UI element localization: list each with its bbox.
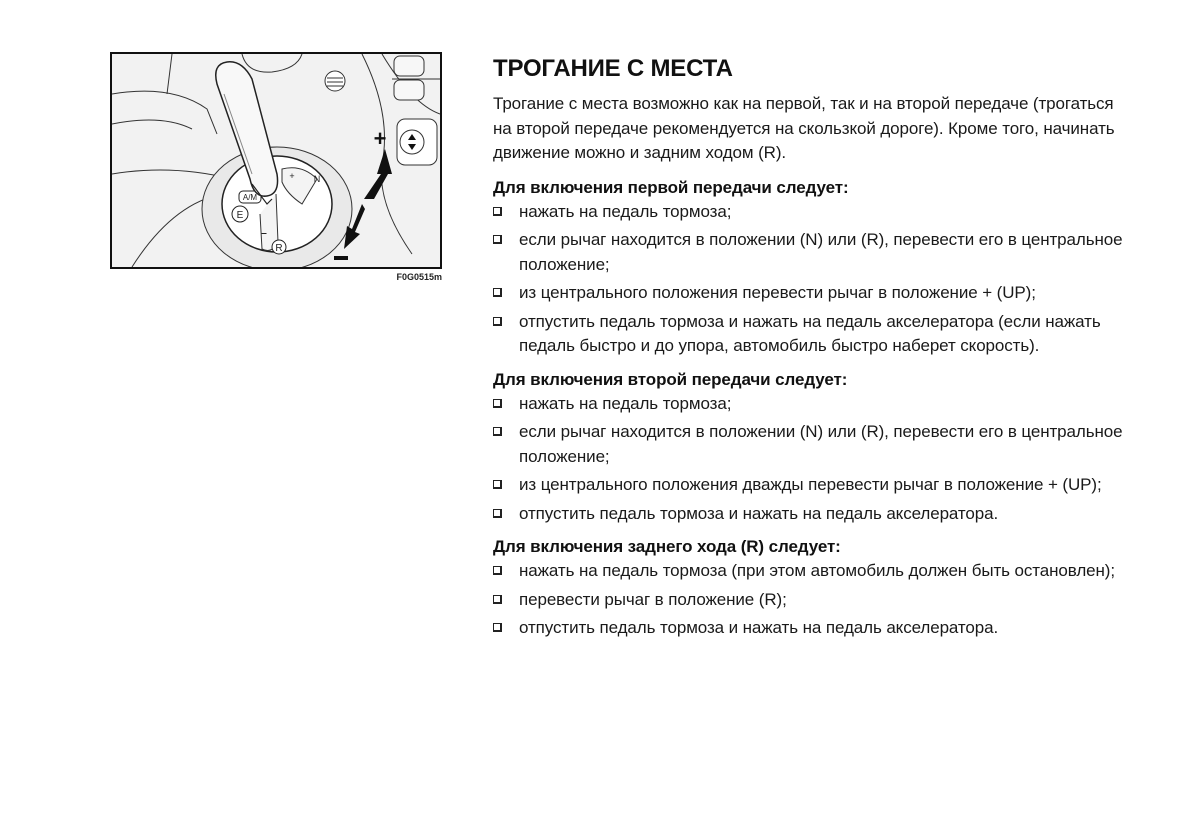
checkbox-bullet-icon: [493, 235, 502, 244]
checkbox-bullet-icon: [493, 566, 502, 575]
page-title: ТРОГАНИЕ С МЕСТА: [493, 55, 733, 82]
list-item: [493, 420, 1123, 469]
list-item: [493, 473, 1123, 498]
gear-label-am: A/M: [242, 193, 258, 202]
plus-label: +: [373, 126, 387, 151]
list-item: [493, 588, 1123, 613]
step-text: нажать на педаль тормоза;: [519, 393, 732, 413]
minus-label: [334, 256, 348, 260]
checkbox-bullet-icon: [493, 509, 502, 518]
subsection-reverse-gear: [493, 534, 1123, 641]
list-item: [493, 559, 1123, 584]
subsection-title: Для включения заднего хода (R) следует:: [493, 537, 841, 556]
step-text: нажать на педаль тормоза;: [519, 201, 732, 221]
document-content: [493, 56, 1123, 649]
gear-label-e: E: [236, 210, 244, 221]
subsection-title: Для включения второй передачи следует:: [493, 369, 848, 389]
step-text: если рычаг находится в положении (N) или (R), перевести его в центральное положение;: [519, 230, 1123, 274]
checkbox-bullet-icon: [493, 207, 502, 216]
list-item: [493, 200, 1123, 225]
checkbox-bullet-icon: [493, 623, 502, 632]
step-text: отпустить педаль тормоза и нажать на педаль акселератора.: [519, 503, 999, 523]
gear-label-n: N: [313, 174, 321, 184]
list-item: [493, 616, 1123, 641]
steps-list: [493, 200, 1123, 359]
step-text: из центрального положения перевести рычаг в положение + (UP);: [519, 283, 1036, 302]
subsection-first-gear: [493, 175, 1123, 359]
step-text: нажать на педаль тормоза (при этом автомобиль должен быть остановлен);: [519, 561, 1115, 580]
checkbox-bullet-icon: [493, 595, 502, 604]
step-text: отпустить педаль тормоза и нажать на педаль акселератора.: [519, 618, 999, 637]
list-item: [493, 502, 1123, 527]
checkbox-bullet-icon: [493, 427, 502, 436]
step-text: перевести рычаг в положение (R);: [519, 589, 787, 609]
step-text: из центрального положения дважды перевести рычаг в положение + (UP);: [519, 475, 1102, 494]
intro-paragraph: Трогание с места возможно как на первой, так и на второй передаче (трогаться на второй передаче рекомендуется на скользкой дороге). Кроме того, начинать движение можно и задним ходом (R).: [493, 94, 1115, 162]
gear-label-r: R: [275, 243, 283, 254]
steps-list: [493, 559, 1123, 641]
gear-label-minus: –: [261, 228, 267, 239]
gear-lever-illustration: [110, 52, 442, 269]
gear-label-plus: +: [289, 171, 295, 181]
gear-lever-drawing: [112, 54, 440, 267]
list-item: [493, 310, 1123, 359]
step-text: если рычаг находится в положении (N) или (R), перевести его в центральное положение;: [519, 422, 1123, 466]
subsection-second-gear: [493, 367, 1123, 527]
steps-list: [493, 392, 1123, 527]
checkbox-bullet-icon: [493, 288, 502, 297]
checkbox-bullet-icon: [493, 317, 502, 326]
checkbox-bullet-icon: [493, 480, 502, 489]
figure-code: F0G0515m: [396, 272, 442, 282]
checkbox-bullet-icon: [493, 399, 502, 408]
subsection-title: Для включения первой передачи следует:: [493, 177, 849, 197]
list-item: [493, 392, 1123, 417]
list-item: [493, 281, 1123, 306]
step-text: отпустить педаль тормоза и нажать на педаль акселератора (если нажать педаль быстро и до упора, автомобиль быстро наберет скорость).: [519, 311, 1101, 355]
list-item: [493, 228, 1123, 277]
